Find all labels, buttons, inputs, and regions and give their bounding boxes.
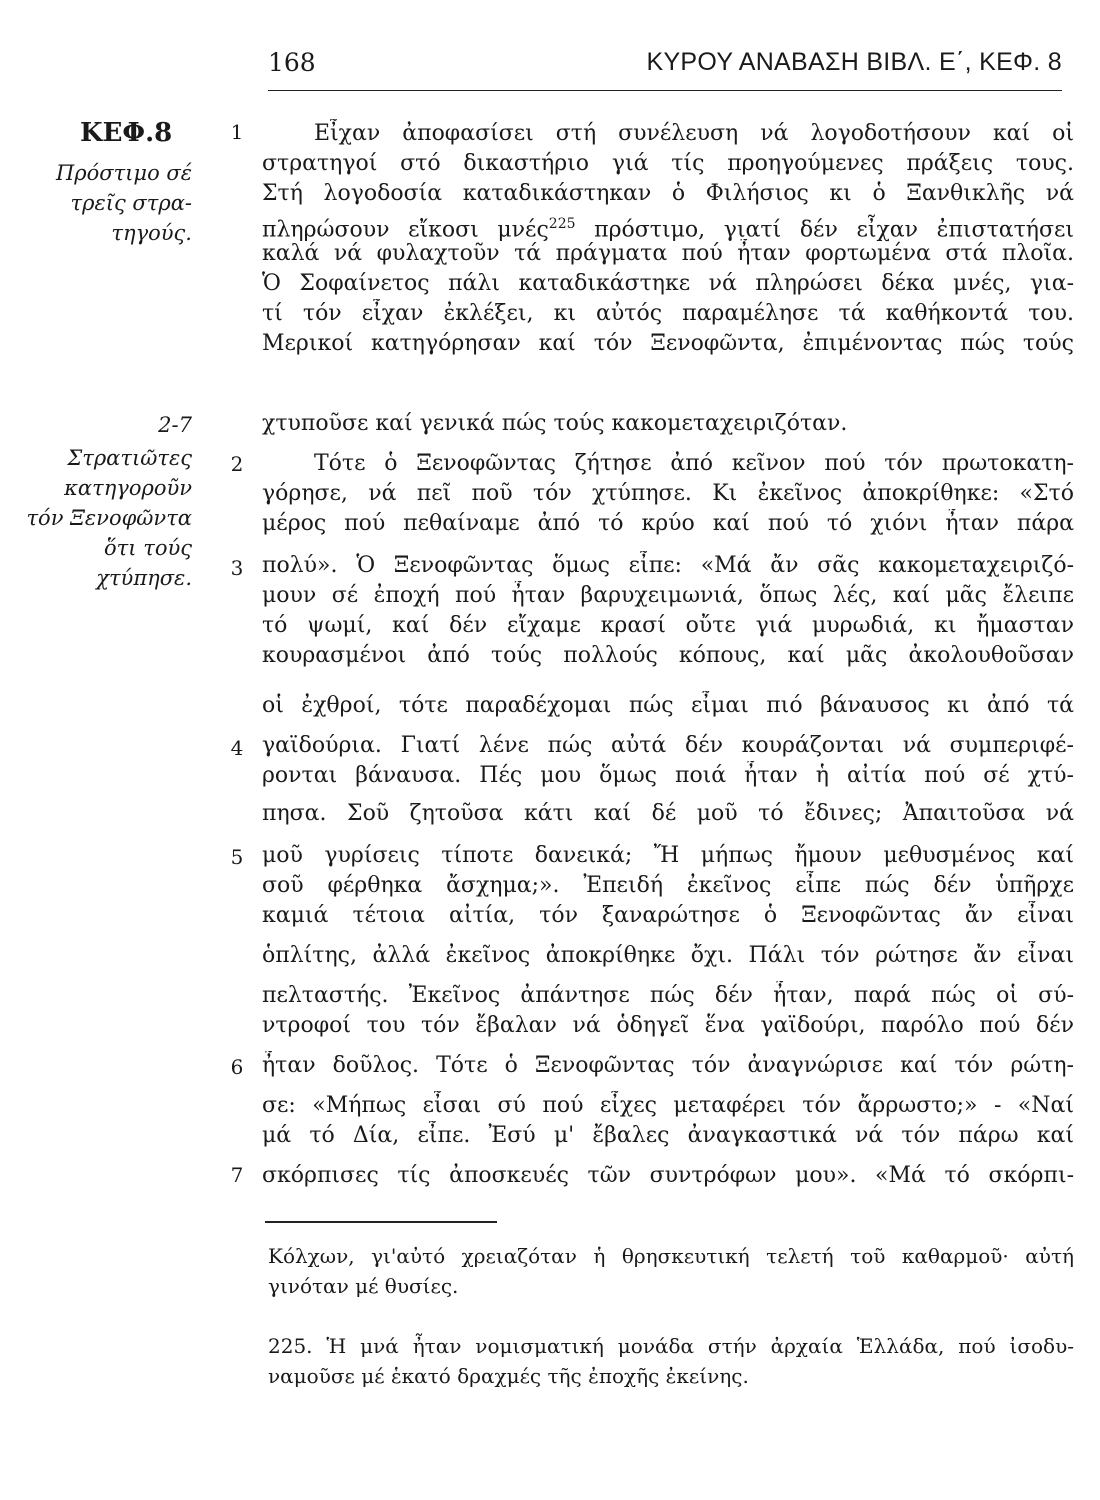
body-line: κουρασμένοι ἀπό τούς πολλούς κόπους, καί μᾶς ἀκολουθοῦσαν (262, 643, 1074, 668)
body-line: πελταστής. Ἐκεῖνος ἀπάντησε πώς δέν ἦταν, παρά πώς οἱ σύ- (262, 983, 1074, 1008)
body-line: καμιά τέτοια αἰτία, τόν ξαναρώτησε ὁ Ξενοφῶντας ἄν εἶναι (262, 903, 1074, 928)
body-line: ρονται βάναυσα. Πές μου ὅμως ποιά ἦταν ἡ αἰτία πού σέ χτύ- (262, 763, 1074, 788)
body-line: ἦταν δοῦλος. Τότε ὁ Ξενοφῶντας τόν ἀναγνώρισε καί τόν ρώτη- (262, 1053, 1074, 1078)
body-line: Στή λογοδοσία καταδικάστηκαν ὁ Φιλήσιος κι ὁ Ξανθικλῆς νά (262, 181, 1074, 206)
body-line: πησα. Σοῦ ζητοῦσα κάτι καί δέ μοῦ τό ἔδινες; Ἀπαιτοῦσα νά (262, 801, 1074, 826)
body-line: πολύ». Ὁ Ξενοφῶντας ὅμως εἶπε: «Μά ἄν σᾶς κακομεταχειριζό- (262, 553, 1074, 578)
body-line: γαϊδούρια. Γιατί λένε πώς αὐτά δέν κουράζονται νά συμπεριφέ- (262, 733, 1074, 758)
body-line: οἱ ἐχθροί, τότε παραδέχομαι πώς εἶμαι πιό βάναυσος κι ἀπό τά (262, 693, 1074, 718)
footnote-line: ναμοῦσε μέ ἑκατό δραχμές τῆς ἐποχῆς ἐκείνης. (268, 1364, 749, 1388)
footnote-marker: 225 (548, 216, 576, 232)
section-number: 4 (230, 736, 244, 760)
body-line: μά τό Δία, εἶπε. Ἐσύ μ' ἔβαλες ἀναγκαστικά νά τόν πάρω καί (262, 1123, 1074, 1148)
body-line: γόρησε, νά πεῖ ποῦ τόν χτύπησε. Κι ἐκεῖνος ἀποκρίθηκε: «Στό (262, 481, 1074, 506)
running-title: ΚΥΡΟΥ ΑΝΑΒΑΣΗ ΒΙΒΛ. Ε΄, ΚΕΦ. 8 (646, 48, 1062, 76)
body-line: μέρος πού πεθαίναμε ἀπό τό κρύο καί πού τό χιόνι ἦταν πάρα (262, 511, 1074, 536)
section-number: 5 (230, 845, 244, 869)
body-line: σε: «Μήπως εἶσαι σύ πού εἶχες μεταφέρει τόν ἄρρωστο;» - «Ναί (262, 1093, 1074, 1118)
body-line: Εἶχαν ἀποφασίσει στή συνέλευση νά λογοδοτήσουν καί οἱ (314, 121, 1074, 146)
body-line: χτυποῦσε καί γενικά πώς τούς κακομεταχειριζόταν. (262, 411, 848, 436)
margin-note-fine: Πρόστιμο σέ τρεῖς στρα- τηγούς. (55, 161, 192, 245)
footnote-line: Κόλχων, γι'αὐτό χρειαζόταν ἡ θρησκευτική τελετή τοῦ καθαρμοῦ· αὐτή (268, 1244, 1074, 1268)
running-header (268, 46, 1062, 91)
body-line: μουν σέ ἐποχή πού ἦταν βαρυχειμωνιά, ὅπως λές, καί μᾶς ἔλειπε (262, 583, 1074, 608)
body-line: καλά νά φυλαχτοῦν τά πράγματα πού ἦταν φορτωμένα στά πλοῖα. (262, 241, 1074, 266)
section-number: 1 (230, 120, 244, 144)
page-number: 168 (268, 48, 316, 77)
body-line: σκόρπισες τίς ἀποσκευές τῶν συντρόφων μου». «Μά τό σκόρπι- (262, 1163, 1074, 1188)
footnote-line: 225. Ἡ μνά ἦταν νομισματική μονάδα στήν ἀρχαία Ἑλλάδα, πού ἰσοδυ- (268, 1334, 1074, 1358)
body-line: τό ψωμί, καί δέν εἴχαμε κρασί οὔτε γιά μυρωδιά, κι ἤμασταν (262, 613, 1074, 638)
chapter-label: ΚΕΦ.8 (80, 118, 173, 148)
section-number: 3 (230, 556, 244, 580)
margin-note-range: 2-7 (158, 413, 192, 437)
body-line: στρατηγοί στό δικαστήριο γιά τίς προηγούμενες πράξεις τους. (262, 151, 1074, 176)
section-number: 2 (230, 452, 244, 476)
body-line-text: πληρώσουν εἴκοσι μνές (262, 217, 549, 243)
section-number: 7 (230, 1163, 244, 1187)
body-line: ντροφοί του τόν ἔβαλαν νά ὁδηγεῖ ἕνα γαϊδούρι, παρόλο πού δέν (262, 1013, 1074, 1038)
footnote-line: γινόταν μέ θυσίες. (268, 1274, 459, 1298)
margin-note-accusation: Στρατιῶτες κατηγοροῦν τόν Ξενοφῶντα ὅτι τούς χτύπησε. (26, 446, 192, 590)
body-line: Τότε ὁ Ξενοφῶντας ζήτησε ἀπό κεῖνον πού τόν πρωτοκατη- (314, 451, 1074, 476)
body-line: σοῦ φέρθηκα ἄσχημα;». Ἐπειδή ἐκεῖνος εἶπε πώς δέν ὑπῆρχε (262, 873, 1074, 898)
body-line: ὁπλίτης, ἀλλά ἐκεῖνος ἀποκρίθηκε ὄχι. Πάλι τόν ρώτησε ἄν εἶναι (262, 943, 1074, 968)
body-line: μοῦ γυρίσεις τίποτε δανεικά; Ἤ μήπως ἤμουν μεθυσμένος καί (262, 843, 1074, 868)
body-line: Ὁ Σοφαίνετος πάλι καταδικάστηκε νά πληρώσει δέκα μνές, για- (262, 271, 1074, 296)
body-line: τί τόν εἶχαν ἐκλέξει, κι αὐτός παραμέλησε τά καθήκοντά του. (262, 301, 1074, 326)
footnote-rule (265, 1221, 497, 1223)
section-number: 6 (230, 1055, 244, 1079)
body-line: Μερικοί κατηγόρησαν καί τόν Ξενοφῶντα, ἐπιμένοντας πώς τούς (262, 331, 1074, 356)
body-line-text: πρόστιμο, γιατί δέν εἶχαν ἐπιστατήσει (575, 217, 1074, 243)
